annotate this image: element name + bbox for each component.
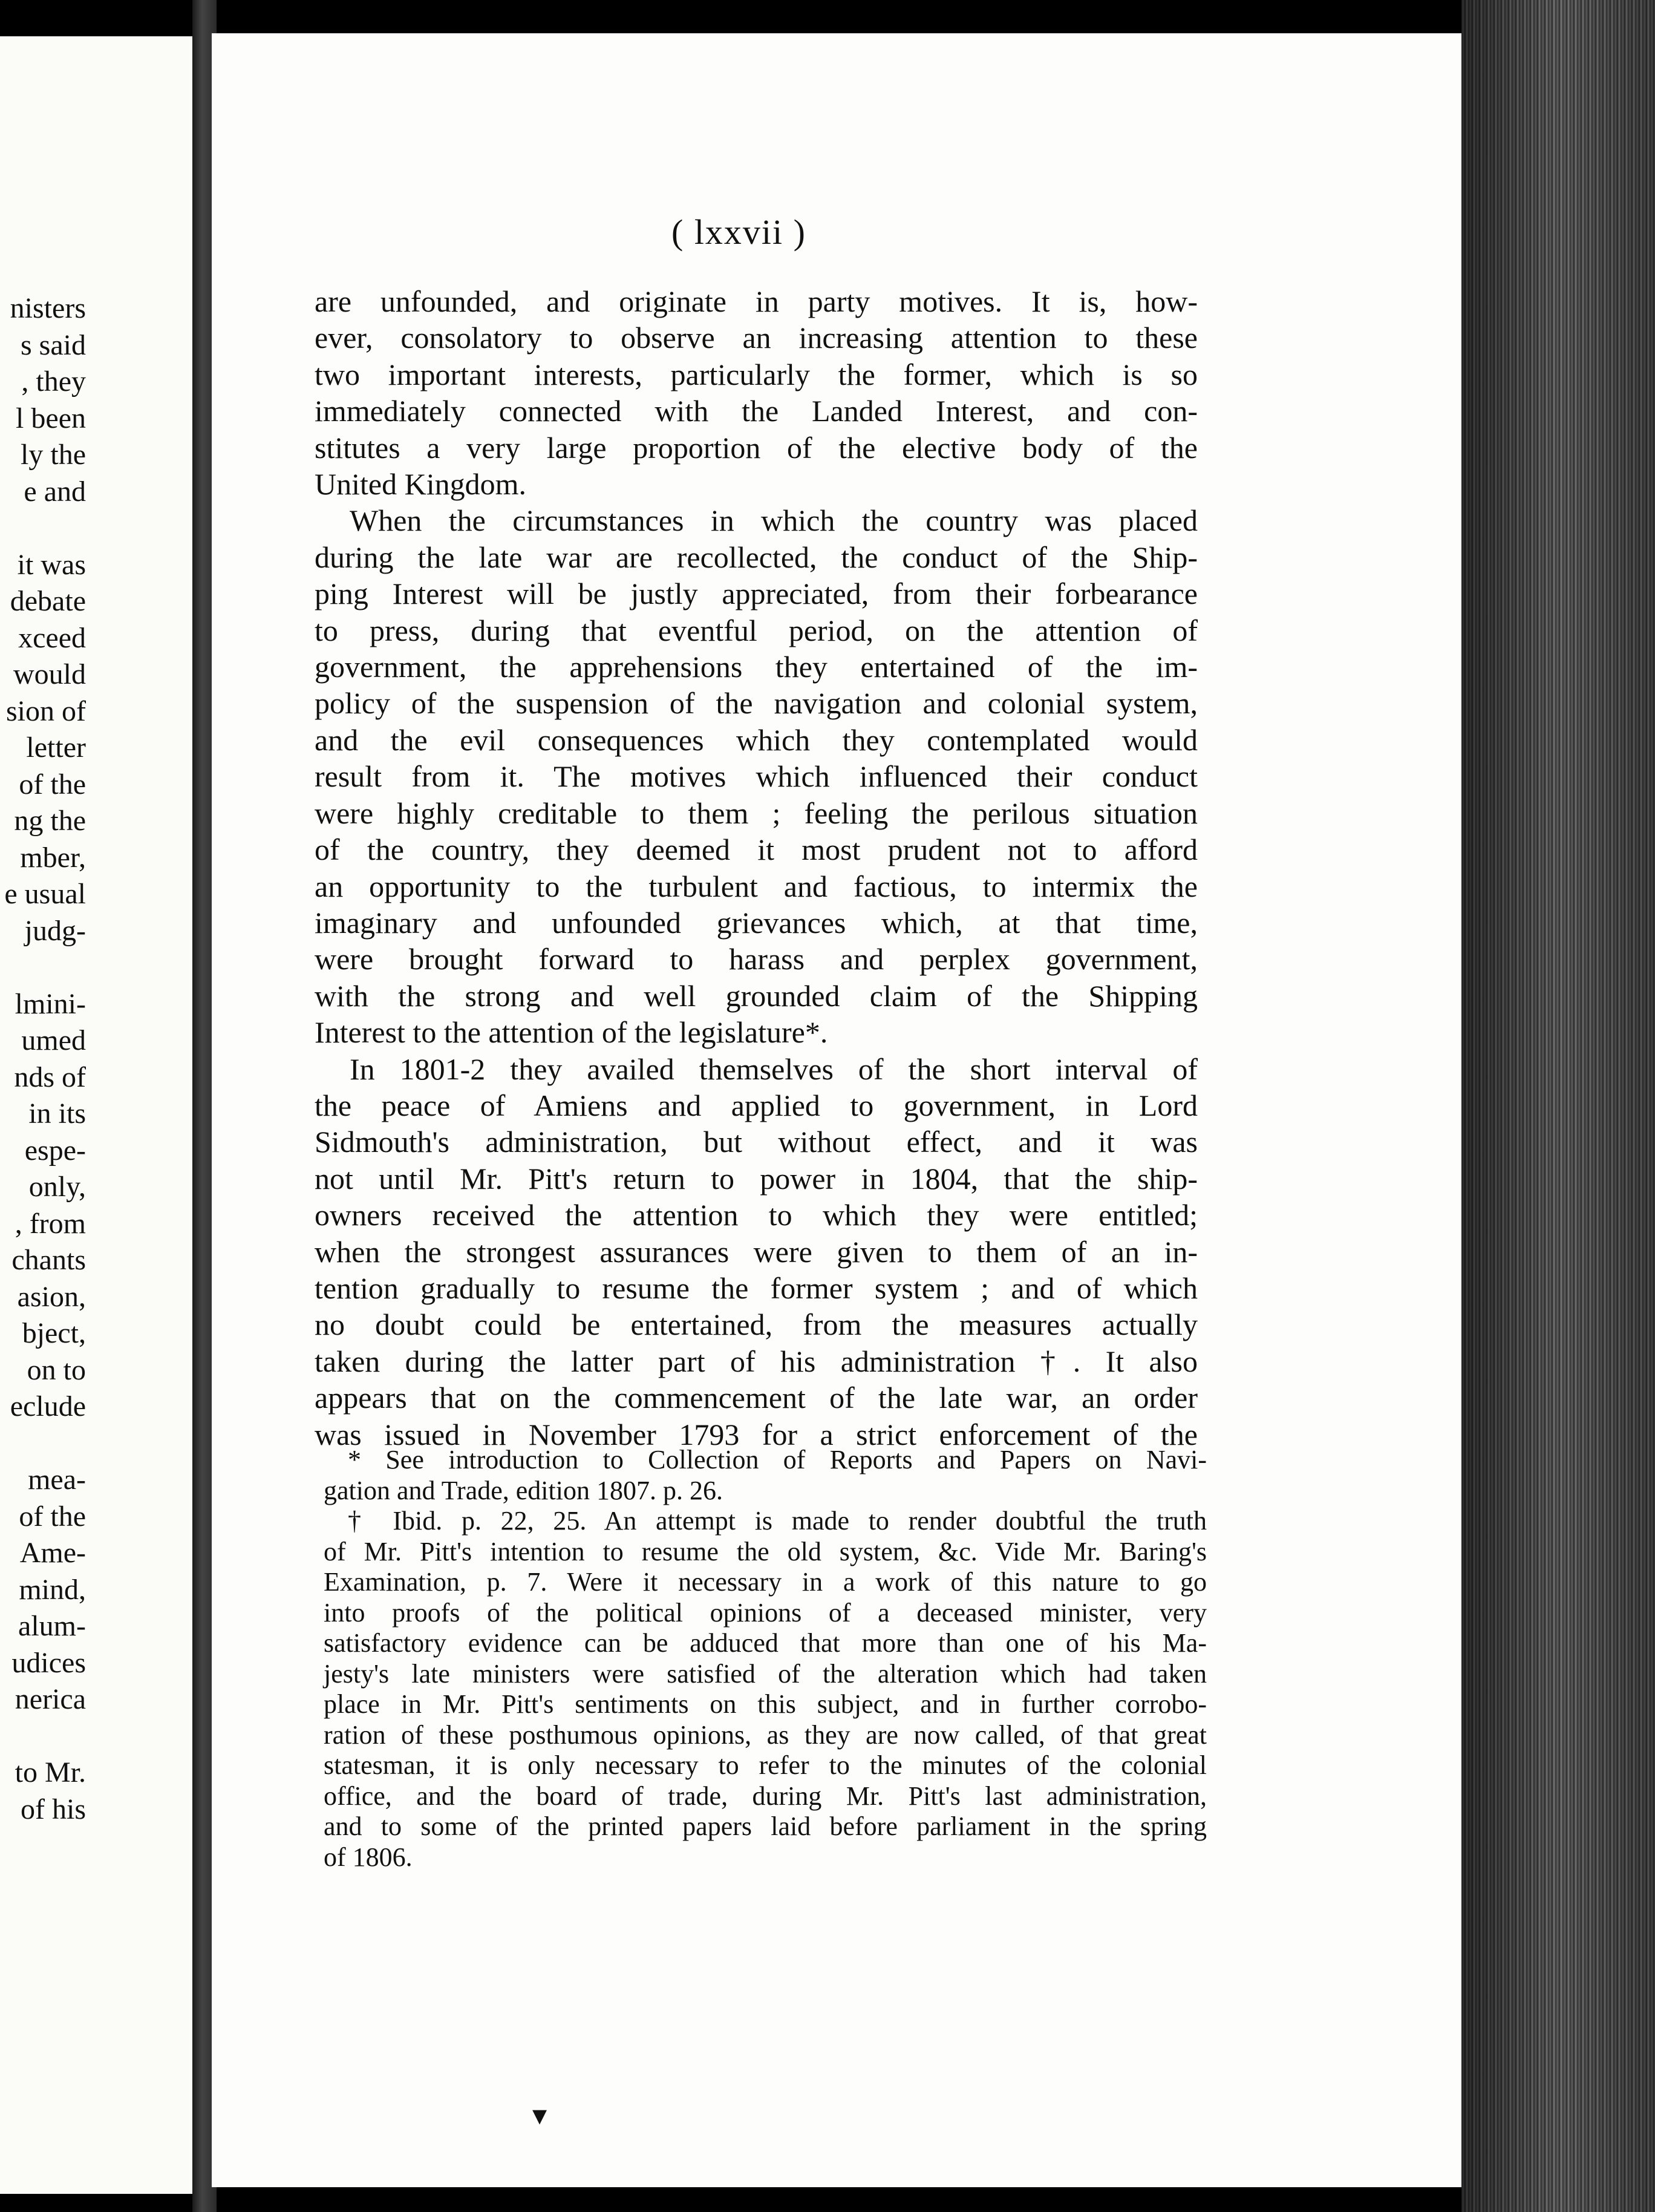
previous-page-line: of the (19, 768, 86, 800)
footnote-line: gation and Trade, edition 1807. p. 26. (324, 1475, 723, 1505)
footnote-line: into proofs of the political opinions of a deceased minister, very (324, 1597, 1207, 1628)
previous-page-line: espe- (24, 1134, 86, 1167)
previous-page-line: xceed (18, 621, 86, 654)
previous-page-line: only, (28, 1171, 86, 1203)
previous-page-line: mea- (28, 1464, 86, 1496)
body-line: when the strongest assurances were given to them of an in- (315, 1234, 1198, 1269)
previous-page-line: letter (26, 731, 86, 764)
footnotes (324, 1445, 1207, 1873)
previous-page-line: l been (16, 402, 86, 434)
body-line: and the evil consequences which they contemplated would (315, 722, 1198, 757)
previous-page-line: nerica (15, 1683, 86, 1715)
previous-page-line: alum- (18, 1610, 86, 1642)
previous-page-line: it was (17, 548, 86, 581)
body-line: to press, during that eventful period, on the attention of (315, 613, 1198, 647)
body-line: Interest to the attention of the legislature*. (315, 1015, 828, 1050)
previous-page-line: udices (11, 1646, 86, 1679)
body-line: during the late war are recollected, the conduct of the Ship- (315, 540, 1198, 574)
footnote-line: satisfactory evidence can be adduced that more than one of his Ma- (324, 1628, 1207, 1658)
previous-page-line: , they (21, 365, 86, 398)
body-line: imaginary and unfounded grievances which, at that time, (315, 905, 1198, 940)
body-line: not until Mr. Pitt's return to power in 1804, that the ship- (315, 1161, 1198, 1196)
body-line: Sidmouth's administration, but without effect, and it was (315, 1125, 1198, 1159)
body-line: stitutes a very large proportion of the elective body of the (315, 430, 1198, 465)
body-line: government, the apprehensions they entertained of the im- (315, 650, 1198, 684)
footnote-line: † Ibid. p. 22, 25. An attempt is made to render doubtful the truth (348, 1506, 1207, 1536)
previous-page-line: Ame- (19, 1537, 86, 1569)
body-line: appears that on the commencement of the late war, an order (315, 1381, 1198, 1415)
body-line: taken during the latter part of his administration †. It also (315, 1344, 1198, 1378)
footnote-line: of Mr. Pitt's intention to resume the old system, &c. Vide Mr. Baring's (324, 1536, 1207, 1566)
previous-page-line: judg- (24, 914, 86, 947)
body-line: with the strong and well grounded claim of the Shipping (315, 978, 1198, 1013)
body-line: owners received the attention to which they were entitled; (315, 1198, 1198, 1232)
footnote-line: office, and the board of trade, during Mr. Pitt's last administration, (324, 1781, 1207, 1811)
body-line: result from it. The motives which influenced their conduct (315, 759, 1198, 794)
previous-page-line: bject, (22, 1317, 86, 1349)
previous-page-line: nisters (10, 292, 86, 324)
previous-page-line: e usual (4, 878, 86, 910)
previous-page-fragment (0, 36, 192, 2194)
previous-page-line: umed (21, 1024, 86, 1056)
previous-page-line: lmini- (15, 987, 86, 1020)
previous-page-line: debate (10, 585, 86, 617)
body-line: In 1801-2 they availed themselves of the short interval of (350, 1052, 1198, 1086)
previous-page-line: of the (19, 1500, 86, 1533)
footnote-line: place in Mr. Pitt's sentiments on this subject, and in further corrobo- (324, 1689, 1207, 1719)
previous-page-line: ly the (21, 439, 86, 471)
previous-page-line: s said (21, 329, 86, 361)
previous-page-line: would (13, 658, 86, 690)
body-line: of the country, they deemed it most prudent not to afford (315, 833, 1198, 867)
body-line: tention gradually to resume the former system ; and of which (315, 1271, 1198, 1305)
previous-page-line: to Mr. (15, 1756, 86, 1788)
body-line: ping Interest will be justly appreciated, from their forbearance (315, 577, 1198, 611)
footnote-line: Examination, p. 7. Were it necessary in a work of this nature to go (324, 1567, 1207, 1597)
previous-page-line: of his (21, 1793, 86, 1825)
body-line: were highly creditable to them ; feeling the perilous situation (315, 796, 1198, 830)
body-line: ever, consolatory to observe an increasing attention to these (315, 321, 1198, 355)
body-line: are unfounded, and originate in party motives. It is, how- (315, 284, 1198, 318)
page-edges-shadow (1461, 0, 1655, 2212)
body-line: were brought forward to harass and perplex government, (315, 942, 1198, 977)
footnote-line: ration of these posthumous opinions, as they are now called, of that great (324, 1720, 1207, 1750)
stray-ink-mark: ▾ (532, 2099, 547, 2132)
body-line: the peace of Amiens and applied to government, in Lord (315, 1088, 1198, 1122)
body-line: immediately connected with the Landed Interest, and con- (315, 394, 1198, 428)
body-line: no doubt could be entertained, from the measures actually (315, 1307, 1198, 1342)
previous-page-line: , from (15, 1207, 86, 1240)
footnote-line: jesty's late ministers were satisfied of the alteration which had taken (324, 1658, 1207, 1689)
previous-page-line: asion, (17, 1280, 86, 1313)
previous-page-line: chants (11, 1244, 86, 1276)
body-line: policy of the suspension of the navigation and colonial system, (315, 686, 1198, 721)
body-line: an opportunity to the turbulent and factious, to intermix the (315, 869, 1198, 903)
previous-page-line: mber, (20, 841, 86, 874)
previous-page-line: on to (27, 1353, 86, 1386)
previous-page-line: e and (24, 475, 86, 508)
previous-page-line: in its (28, 1098, 86, 1130)
footnote-line: of 1806. (324, 1842, 413, 1872)
body-line: United Kingdom. (315, 467, 526, 502)
previous-page-line: ng the (14, 805, 86, 837)
previous-page-line: nds of (14, 1061, 86, 1093)
previous-page-line: sion of (6, 695, 86, 727)
previous-page-line: mind, (19, 1573, 86, 1606)
previous-page-line: eclude (10, 1390, 86, 1422)
footnote-line: and to some of the printed papers laid before parliament in the spring (324, 1811, 1207, 1841)
body-line: When the circumstances in which the country was placed (350, 503, 1198, 538)
page-number: ( lxxvii ) (671, 212, 806, 252)
footnote-line: statesman, it is only necessary to refer to the minutes of the colonial (324, 1750, 1207, 1780)
body-line: two important interests, particularly the former, which is so (315, 357, 1198, 391)
body-line: was issued in November 1793 for a strict enforcement of the (315, 1417, 1198, 1451)
body-text (315, 283, 1198, 1453)
footnote-line: * See introduction to Collection of Reports and Papers on Navi- (348, 1445, 1207, 1474)
